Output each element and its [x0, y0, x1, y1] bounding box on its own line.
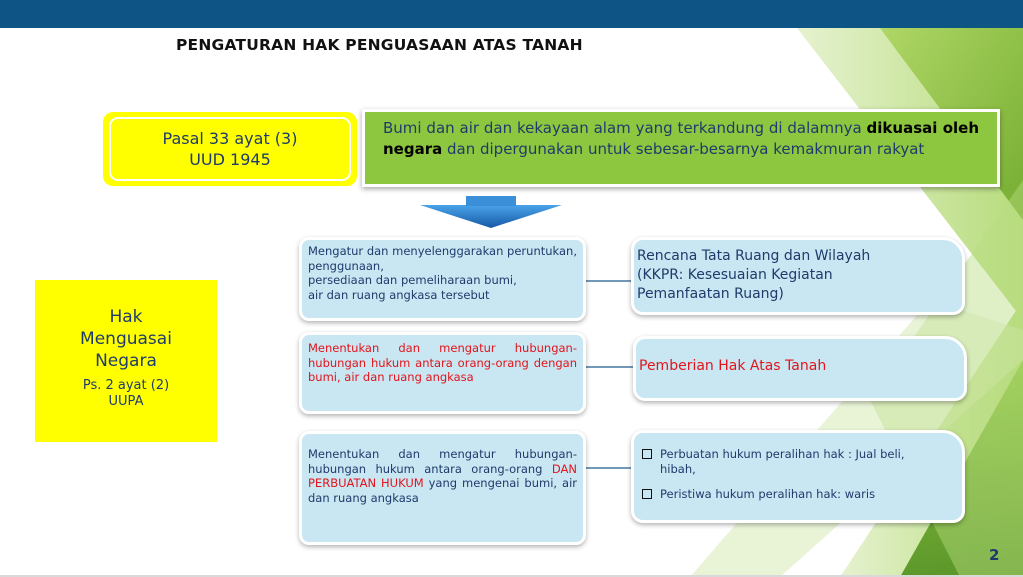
checkbox-bullet-icon — [642, 489, 652, 499]
bumi-statement-text — [383, 118, 979, 160]
bullet-item — [642, 447, 910, 477]
left-box-perbuatan-hukum — [299, 431, 586, 545]
bumi-text-part1: Bumi dan air dan kekayaan alam yang terkandung di dalamnya — [383, 119, 867, 137]
left-box2-text: Menentukan dan mengatur hubungan-hubungan hukum antara orang-orang dengan bumi, air dan ruang angkasa — [308, 341, 577, 384]
right-box1-line3: Pemanfaatan Ruang) — [637, 286, 784, 302]
pasal-33-inner-frame — [109, 117, 351, 181]
bumi-statement-box — [362, 109, 1000, 187]
right-box2-text: Pemberian Hak Atas Tanah — [639, 358, 827, 374]
hak-sub2: UUPA — [108, 394, 144, 409]
left-box1-line2: persediaan dan pemeliharaan bumi, — [308, 273, 517, 287]
header-bar — [0, 0, 1023, 28]
right-box1-line2: (KKPR: Kesesuaian Kegiatan — [637, 267, 833, 283]
bullet-item — [642, 487, 960, 502]
hak-main-label — [35, 306, 217, 372]
right-box-peralihan-hak — [631, 430, 965, 523]
page-number: 2 — [989, 546, 1000, 564]
bumi-text-bold: dikuasai oleh negara — [383, 119, 980, 158]
bullet-text-2: Peristiwa hukum peralihan hak: waris — [660, 487, 876, 501]
left-box-hubungan-hukum — [299, 332, 586, 414]
right-box-rencana-tata-ruang — [631, 237, 965, 315]
left-box3-red: DAN PERBUATAN HUKUM — [308, 461, 577, 490]
hak-line3: Negara — [95, 351, 157, 371]
hak-line2: Menguasai — [80, 329, 172, 349]
hak-sub-label — [35, 378, 217, 410]
right-box3-bullets — [642, 447, 960, 512]
right-box-pemberian-hak — [633, 336, 967, 401]
left-box3-text — [308, 447, 577, 505]
hak-line1: Hak — [109, 307, 143, 327]
left-box1-line1: Mengatur dan menyelenggarakan peruntukan, penggunaan, — [308, 244, 577, 273]
down-arrow-icon — [420, 205, 562, 228]
hak-menguasai-negara-box — [35, 280, 217, 442]
right-box1-line1: Rencana Tata Ruang dan Wilayah — [637, 248, 871, 264]
pasal-33-line1: Pasal 33 ayat (3) — [162, 129, 298, 148]
left-box1-line3: air dan ruang angkasa tersebut — [308, 287, 490, 302]
hak-sub1: Ps. 2 ayat (2) — [82, 378, 170, 393]
bullet-text-1: Perbuatan hukum peralihan hak : Jual beli, hibah, — [660, 447, 905, 476]
pasal-33-line2: UUD 1945 — [189, 150, 271, 169]
pasal-33-box — [103, 112, 357, 186]
bumi-text-part2: dan dipergunakan untuk sebesar-besarnya kemakmuran rakyat — [442, 140, 925, 158]
right-box1-text — [637, 247, 870, 304]
left-box3-part2: yang mengenai bumi, air dan ruang angkasa — [308, 476, 577, 505]
left-box3-part1: Menentukan dan mengatur hubungan-hubungan hukum antara orang-orang — [308, 447, 577, 476]
checkbox-bullet-icon — [642, 449, 652, 459]
left-box-mengatur — [299, 237, 586, 321]
slide-title: PENGATURAN HAK PENGUASAAN ATAS TANAH — [176, 36, 583, 54]
